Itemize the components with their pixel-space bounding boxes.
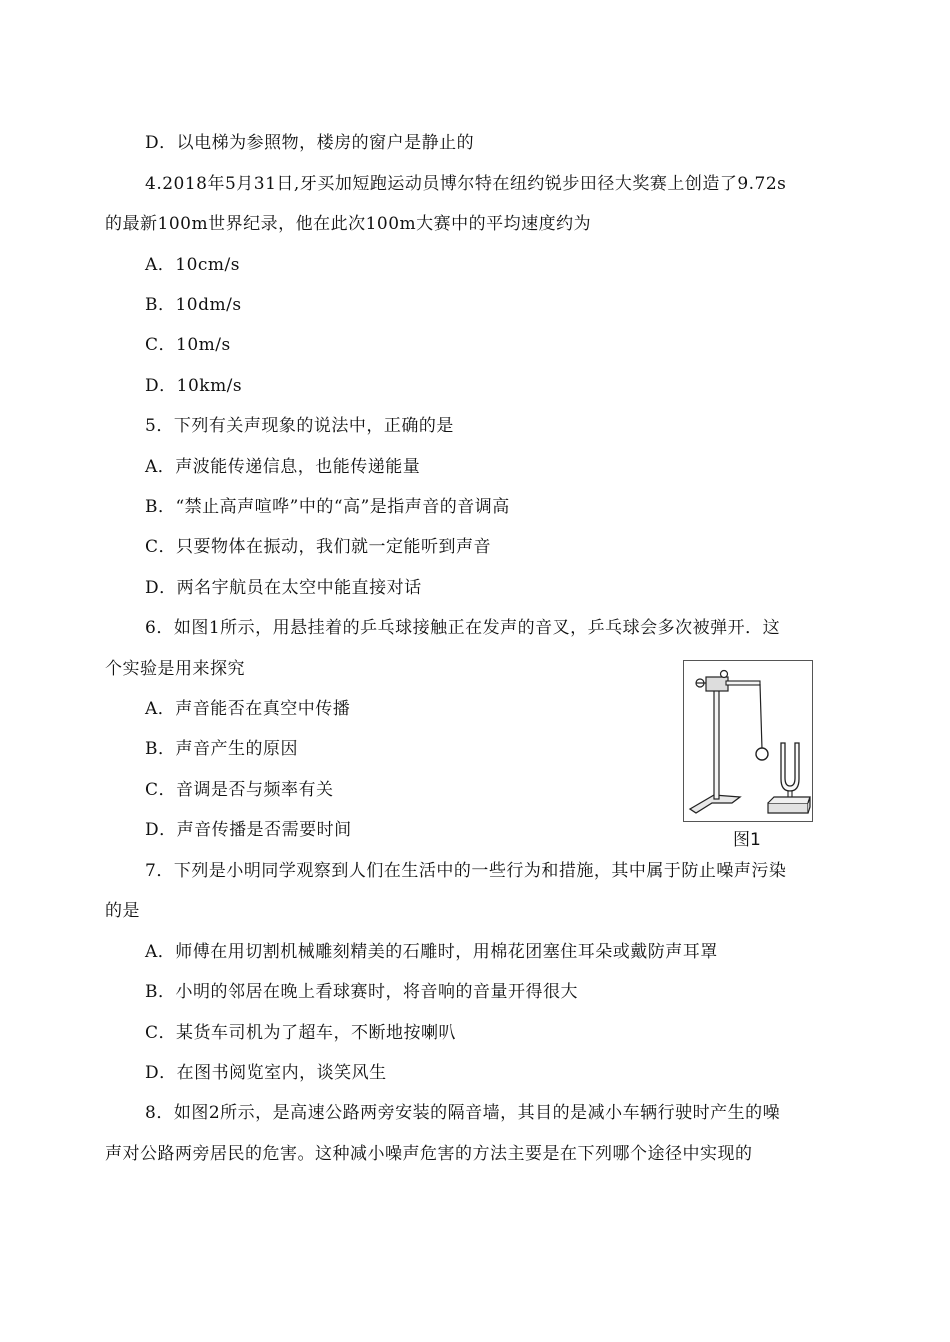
q4-option-c: C．10m/s xyxy=(145,335,231,355)
q5-option-b: B．“禁止高声喧哗”中的“高”是指声音的音调高 xyxy=(145,497,510,517)
q4-stem: 4.2018年5月31日,牙买加短跑运动员博尔特在纽约锐步田径大奖赛上创造了9.72s xyxy=(145,174,787,194)
q4-option-d: D．10km/s xyxy=(145,376,243,396)
q5-option-a: A．声波能传递信息，也能传递能量 xyxy=(145,457,421,477)
q7-option-d: D．在图书阅览室内，谈笑风生 xyxy=(145,1063,387,1083)
q7-option-c: C．某货车司机为了超车，不断地按喇叭 xyxy=(145,1023,457,1043)
q5-option-d: D．两名宇航员在太空中能直接对话 xyxy=(145,578,422,598)
q4-stem-continued: 的最新100m世界纪录，他在此次100m大赛中的平均速度约为 xyxy=(105,214,592,234)
q6-stem: 6．如图1所示，用悬挂着的乒乓球接触正在发声的音叉，乒乓球会多次被弹开．这 xyxy=(145,618,781,638)
q7-option-b: B．小明的邻居在晚上看球赛时，将音响的音量开得很大 xyxy=(145,982,578,1002)
q6-option-b: B．声音产生的原因 xyxy=(145,739,298,759)
q6-option-d: D．声音传播是否需要时间 xyxy=(145,820,352,840)
tuning-fork-pendulum-icon xyxy=(684,661,812,821)
q5-option-c: C．只要物体在振动，我们就一定能听到声音 xyxy=(145,537,492,557)
q6-option-c: C．音调是否与频率有关 xyxy=(145,780,334,800)
figure-1-caption: 图1 xyxy=(733,830,761,850)
q8-stem-continued: 声对公路两旁居民的危害。这种减小噪声危害的方法主要是在下列哪个途径中实现的 xyxy=(105,1144,753,1164)
q6-option-a: A．声音能否在真空中传播 xyxy=(145,699,351,719)
q3-option-d: D．以电梯为参照物，楼房的窗户是静止的 xyxy=(145,133,475,153)
q6-stem-continued: 个实验是用来探究 xyxy=(105,659,245,679)
figure-1-tuning-fork-pendulum xyxy=(683,660,813,822)
q4-option-b: B．10dm/s xyxy=(145,295,242,315)
q4-option-a: A．10cm/s xyxy=(145,255,241,275)
q5-stem: 5．下列有关声现象的说法中，正确的是 xyxy=(145,416,454,436)
q7-stem: 7．下列是小明同学观察到人们在生活中的一些行为和措施，其中属于防止噪声污染 xyxy=(145,861,787,881)
q7-option-a: A．师傅在用切割机械雕刻精美的石雕时，用棉花团塞住耳朵或戴防声耳罩 xyxy=(145,942,718,962)
q7-stem-continued: 的是 xyxy=(105,901,140,921)
q8-stem: 8．如图2所示，是高速公路两旁安装的隔音墙，其目的是减小车辆行驶时产生的噪 xyxy=(145,1103,781,1123)
